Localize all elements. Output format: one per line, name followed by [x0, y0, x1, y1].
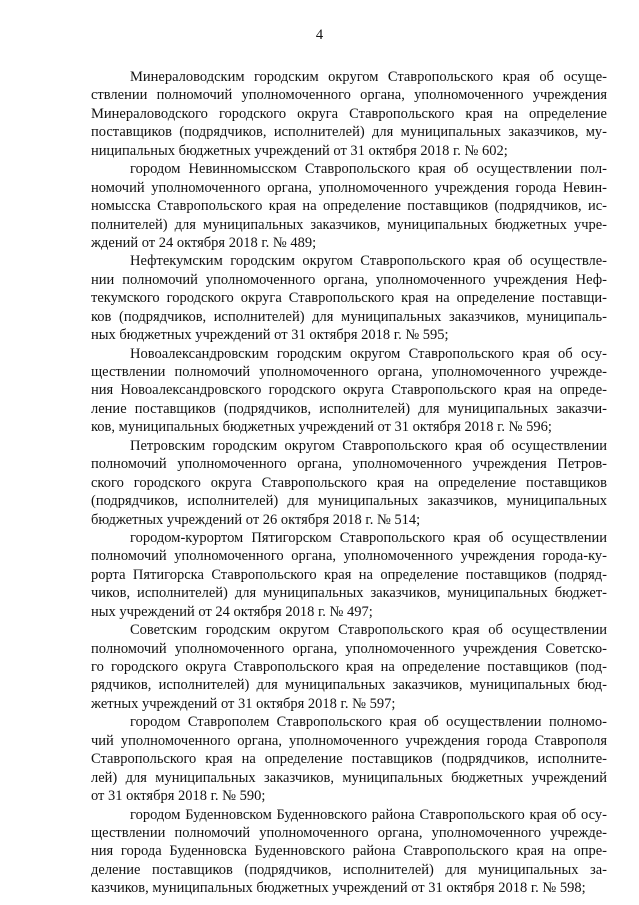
text-line: ского городского округа Ставропольского края на определение поставщиков: [91, 474, 607, 491]
text-line: ниципальных бюджетных учреждений от 31 октября 2018 г. № 602;: [91, 142, 508, 159]
paragraph: [91, 529, 607, 621]
text-line: ление поставщиков (подрядчиков, исполнителей) для муниципальных заказчи-: [91, 400, 607, 417]
text-line: чиков, исполнителей) для муниципальных заказчиков, муниципальных бюджет-: [91, 585, 607, 602]
text-line: деление поставщиков (подрядчиков, исполнителей) для муниципальных за-: [91, 861, 607, 878]
text-line: Петровским городским округом Ставропольского края об осуществлении: [130, 437, 607, 454]
paragraph: [91, 345, 607, 437]
page-number: 4: [315, 27, 324, 43]
text-line: номочий уполномоченного органа, уполномоченного учреждения города Невин-: [91, 179, 607, 196]
text-line: ществлении полномочий уполномоченного органа, уполномоченного учрежде-: [91, 824, 607, 841]
text-line: го городского округа Ставропольского края на определение поставщиков (под-: [91, 659, 607, 675]
text-line: полнителей) для муниципальных заказчиков, муниципальных бюджетных учре-: [91, 216, 607, 233]
text-line: ществлении полномочий уполномоченного органа, уполномоченного учрежде-: [91, 364, 607, 380]
body-text: [91, 68, 607, 898]
text-line: ных бюджетных учреждений от 31 октября 2018 г. № 595;: [91, 327, 449, 344]
text-line: поставщиков (подрядчиков, исполнителей) для муниципальных заказчиков, му-: [91, 124, 607, 141]
text-line: казчиков, муниципальных бюджетных учреждений от 31 октября 2018 г. № 598;: [91, 880, 586, 897]
paragraph: [91, 621, 607, 713]
text-line: ждений от 24 октября 2018 г. № 489;: [91, 234, 317, 251]
paragraph: [91, 68, 607, 160]
text-line: городом Невинномысском Ставропольского края об осуществлении пол-: [130, 161, 607, 178]
text-line: ков, муниципальных бюджетных учреждений от 31 октября 2018 г. № 596;: [91, 419, 552, 436]
paragraph: [91, 713, 607, 805]
paragraph: [91, 437, 607, 529]
text-line: нии полномочий уполномоченного органа, уполномоченного учреждения Неф-: [91, 271, 607, 288]
text-line: полномочий уполномоченного органа, уполномоченного учреждения города-ку-: [91, 548, 607, 565]
text-line: Нефтекумским городским округом Ставропольского края об осуществле-: [130, 253, 607, 270]
text-line: ствлении полномочий уполномоченного органа, уполномоченного учреждения: [91, 87, 607, 104]
text-line: чий уполномоченного органа, уполномоченного учреждения города Ставрополя: [91, 732, 607, 749]
text-line: городом-курортом Пятигорском Ставропольского края об осуществлении: [130, 529, 607, 546]
text-line: Минераловодского городского округа Ставропольского края на определение: [91, 105, 607, 122]
text-line: рорта Пятигорска Ставропольского края на определение поставщиков (подряд-: [91, 566, 607, 583]
text-line: текумского городского округа Ставропольского края на определение поставщи-: [91, 290, 607, 307]
text-line: Минераловодским городским округом Ставропольского края об осуще-: [130, 69, 607, 85]
text-line: ния города Буденновска Буденновского района Ставропольского края на опре-: [91, 843, 607, 860]
text-line: Ставропольского края на определение поставщиков (подрядчиков, исполните-: [91, 751, 607, 768]
text-line: рядчиков, исполнителей) для муниципальных заказчиков, муниципальных бюд-: [91, 677, 607, 694]
text-line: ков (подрядчиков, исполнителей) для муниципальных заказчиков, муниципаль-: [91, 308, 607, 325]
text-line: (подрядчиков, исполнителей) для муниципальных заказчиков, муниципальных: [91, 493, 607, 510]
text-line: Советским городским округом Ставропольского края об осуществлении: [130, 622, 607, 639]
text-line: ных учреждений от 24 октября 2018 г. № 497;: [91, 603, 373, 620]
text-line: городом Буденновском Буденновского района Ставропольского края об осу-: [130, 806, 607, 823]
text-line: бюджетных учреждений от 26 октября 2018 г. № 514;: [91, 511, 421, 528]
text-line: лей) для муниципальных заказчиков, муниципальных бюджетных учреждений: [91, 769, 607, 786]
text-line: полномочий уполномоченного органа, уполномоченного учреждения Советско-: [91, 640, 607, 657]
text-line: от 31 октября 2018 г. № 590;: [91, 788, 266, 805]
text-line: номысска Ставропольского края на определение поставщиков (подрядчиков, ис-: [91, 198, 607, 215]
paragraph: [91, 806, 607, 898]
text-line: жетных учреждений от 31 октября 2018 г. № 597;: [91, 695, 396, 712]
text-line: полномочий уполномоченного органа, уполномоченного учреждения Петров-: [91, 456, 607, 473]
paragraph: [91, 160, 607, 252]
text-line: Новоалександровским городским округом Ставропольского края об осу-: [130, 345, 607, 362]
text-line: ния Новоалександровского городского округа Ставропольского края на опреде-: [91, 382, 607, 399]
paragraph: [91, 252, 607, 344]
text-line: городом Ставрополем Ставропольского края об осуществлении полномо-: [130, 714, 607, 731]
